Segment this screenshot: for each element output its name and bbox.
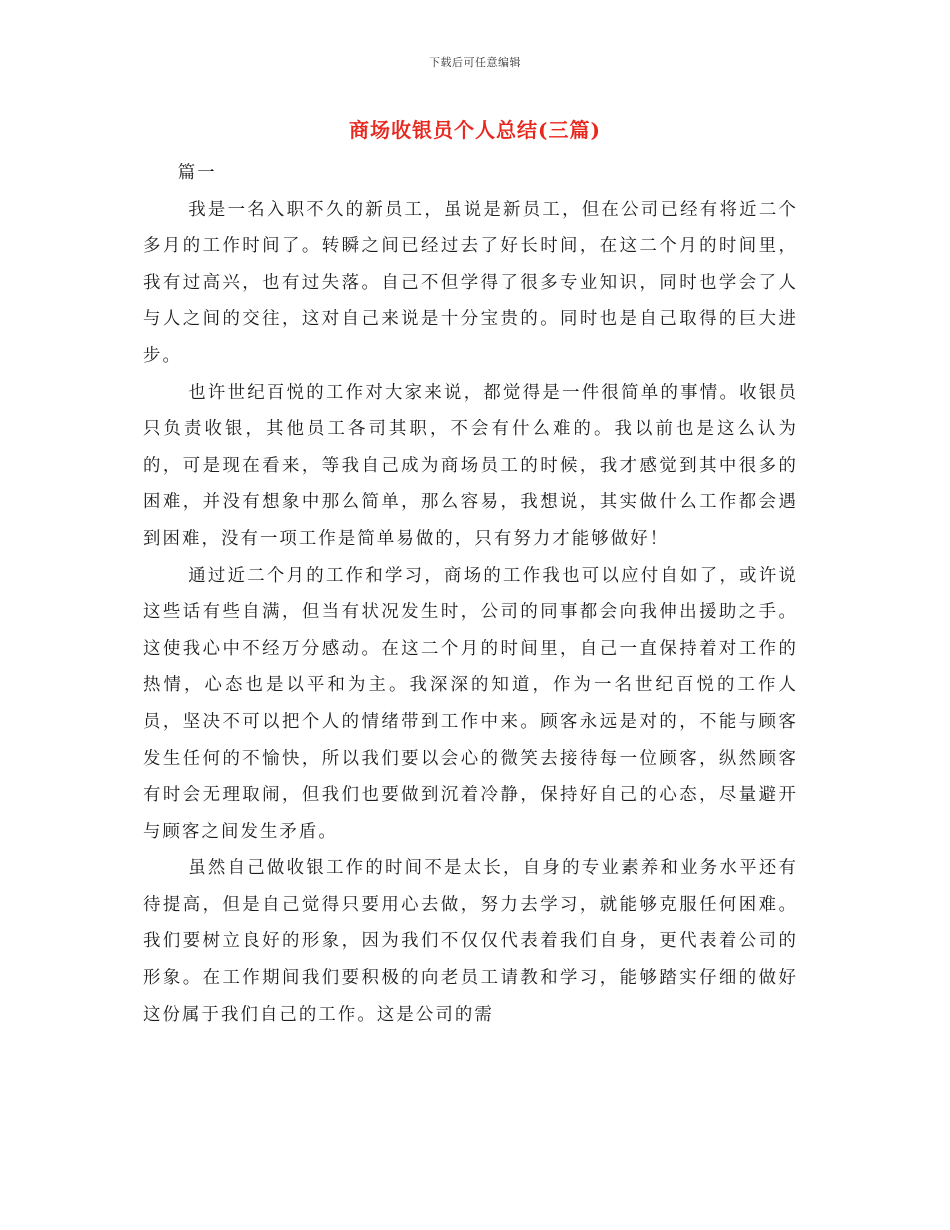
document-title: 商场收银员个人总结(三篇): [349, 118, 601, 142]
paragraph-4: 虽然自己做收银工作的时间不是太长，自身的专业素养和业务水平还有待提高，但是自己觉得只要用心去做，努力去学习，就能够克服任何困难。我们要树立良好的形象，因为我们不仅仅代表着我们自身，更代表着公司的形象。在工作期间我们要积极的向老员工请教和学习，能够踏实仔细的做好这份属于我们自己的工作。这是公司的需: [143, 858, 798, 1025]
paragraph-3: 通过近二个月的工作和学习，商场的工作我也可以应付自如了，或许说这些话有些自满，但当有状况发生时，公司的同事都会向我伸出援助之手。这使我心中不经万分感动。在这二个月的时间里，自己一直保持着对工作的热情，心态也是以平和为主。我深深的知道，作为一名世纪百悦的工作人员，坚决不可以把个人的情绪带到工作中来。顾客永远是对的，不能与顾客发生任何的不愉快，所以我们要以会心的微笑去接待每一位顾客，纵然顾客有时会无理取闹，但我们也要做到沉着冷静，保持好自己的心态，尽量避开与顾客之间发生矛盾。: [143, 565, 798, 842]
paragraph-2: 也许世纪百悦的工作对大家来说，都觉得是一件很简单的事情。收银员只负责收银，其他员工各司其职，不会有什么难的。我以前也是这么认为的，可是现在看来，等我自己成为商场员工的时候，我才感觉到其中很多的困难，并没有想象中那么简单，那么容易，我想说，其实做什么工作都会遇到困难，没有一项工作是简单易做的，只有努力才能够做好！: [143, 382, 798, 549]
section-label: 篇一: [177, 163, 217, 183]
paragraph-1: 我是一名入职不久的新员工，虽说是新员工，但在公司已经有将近二个多月的工作时间了。转瞬之间已经过去了好长时间，在这二个月的时间里，我有过高兴，也有过失落。自己不但学得了很多专业知识，同时也学会了人与人之间的交往，这对自己来说是十分宝贵的。同时也是自己取得的巨大进步。: [143, 199, 798, 366]
document-body: [143, 155, 798, 1033]
header-note: 下载后可任意编辑: [429, 56, 521, 69]
